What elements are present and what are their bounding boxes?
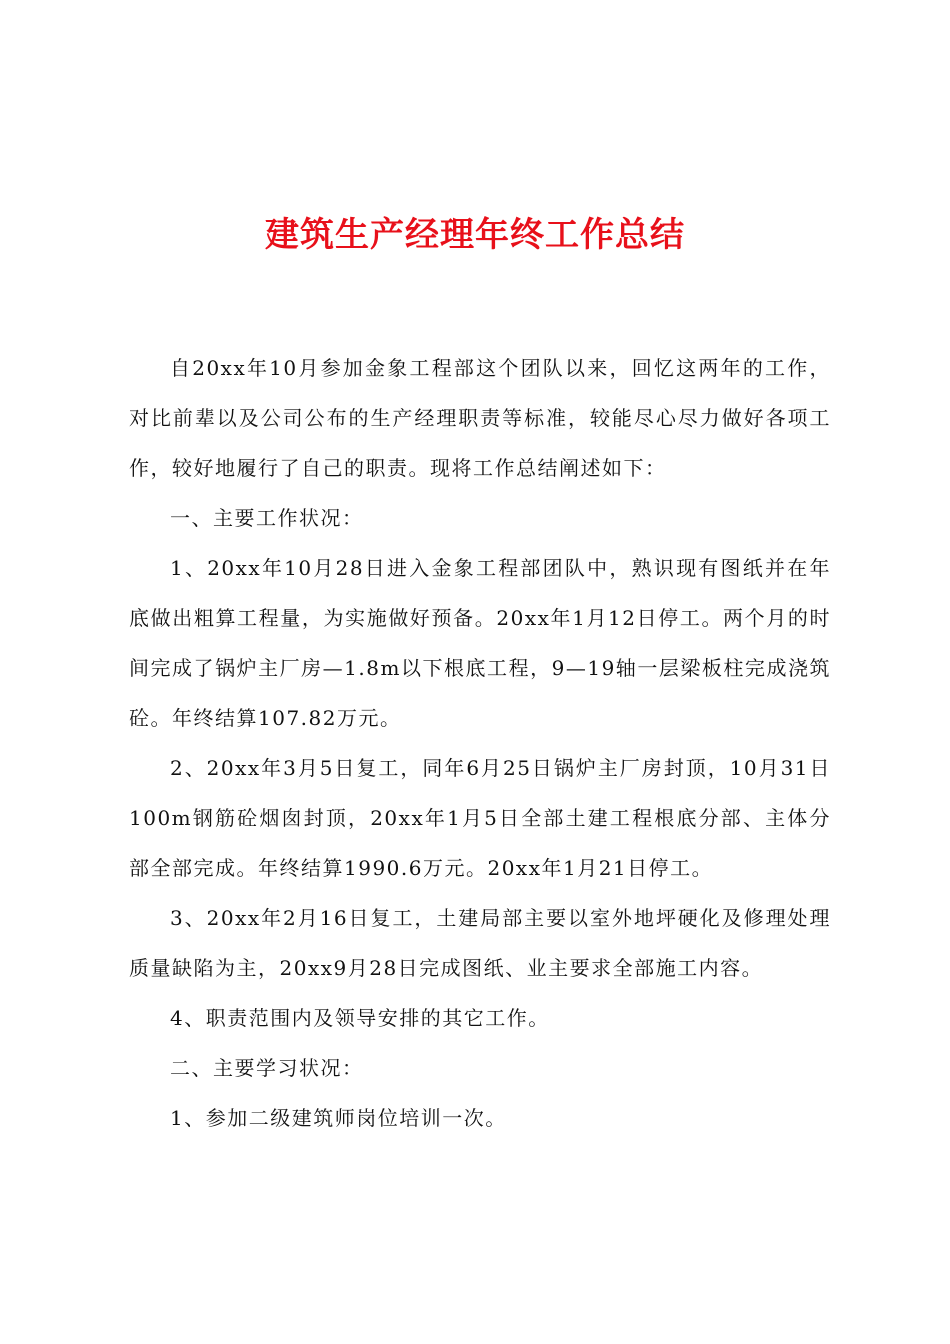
paragraph-intro: 自20xx年10月参加金象工程部这个团队以来，回忆这两年的工作，对比前辈以及公司公布的生产经理职责等标准，较能尽心尽力做好各项工作，较好地履行了自己的职责。现将工作总结阐述如下： [129,356,831,480]
section-heading-study: 二、主要学习状况： [170,1056,364,1080]
paragraph-work-item-4: 4、职责范围内及领导安排的其它工作。 [170,1006,550,1030]
document-body [129,343,831,1143]
document-title: 建筑生产经理年终工作总结 [265,215,685,255]
paragraph-study-item-1: 1、参加二级建筑师岗位培训一次。 [170,1106,507,1130]
paragraph-work-item-3: 3、20xx年2月16日复工，土建局部主要以室外地坪硬化及修理处理质量缺陷为主，20xx9月28日完成图纸、业主要求全部施工内容。 [129,906,831,980]
section-heading-work: 一、主要工作状况： [170,506,364,530]
paragraph-work-item-2: 2、20xx年3月5日复工，同年6月25日锅炉主厂房封顶，10月31日100m钢筋砼烟囱封顶，20xx年1月5日全部土建工程根底分部、主体分部全部完成。年终结算1990.6万元。20xx年1月21日停工。 [129,756,831,880]
paragraph-work-item-1: 1、20xx年10月28日进入金象工程部团队中，熟识现有图纸并在年底做出粗算工程量，为实施做好预备。20xx年1月12日停工。两个月的时间完成了锅炉主厂房—1.8m以下根底工程，9—19轴一层梁板柱完成浇筑砼。年终结算107.82万元。 [129,556,831,730]
